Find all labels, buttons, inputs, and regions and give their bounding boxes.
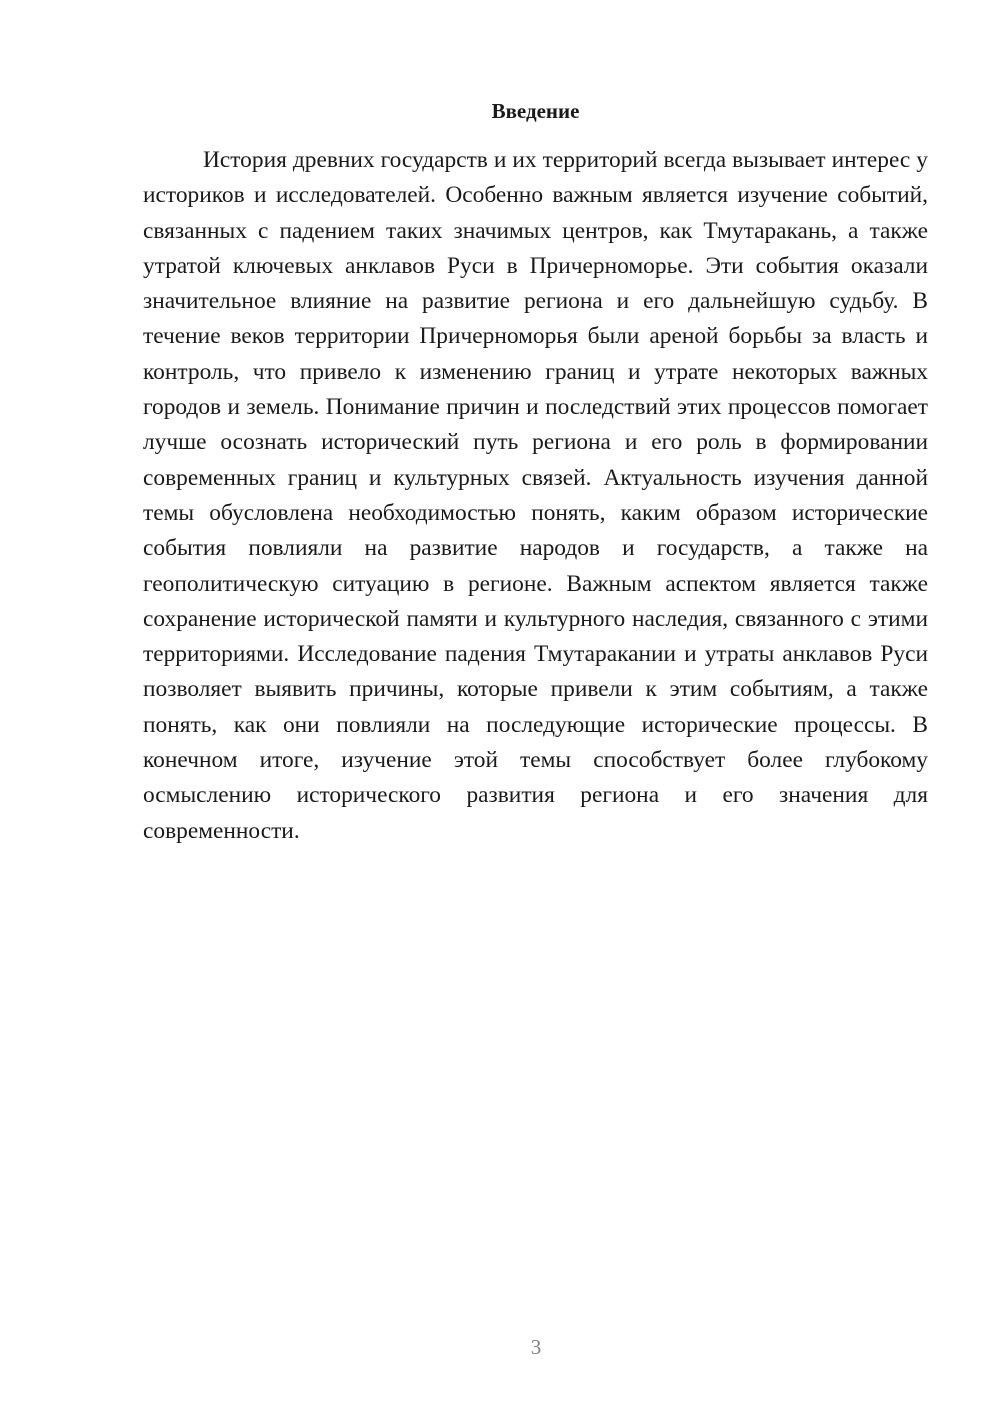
introduction-paragraph: История древних государств и их территорий всегда вызывает интерес у историков и исследователей. Особенно важным является изучение событий, связанных с падением таких значимых центров, как Тмутаракань, а также утратой ключевых анклавов Руси в Причерноморье. Эти события оказали значительное влияние на развитие региона и его дальнейшую судьбу. В течение веков территории Причерноморья были ареной борьбы за власть и контроль, что привело к изменению границ и утрате некоторых важных городов и земель. Понимание причин и последствий этих процессов помогает лучше осознать исторический путь региона и его роль в формировании современных границ и культурных связей. Актуальность изучения данной темы обусловлена необходимостью понять, каким образом исторические события повлияли на развитие народов и государств, а также на геополитическую ситуацию в регионе. Важным аспектом является также сохранение исторической памяти и культурного наследия, связанного с этими территориями. Исследование падения Тмутаракании и утраты анклавов Руси позволяет выявить причины, которые привели к этим событиям, а также понять, как они повлияли на последующие исторические процессы. В конечном итоге, изучение этой темы способствует более глубокому осмыслению исторического развития региона и его значения для современности. — [143, 147, 928, 844]
page-number: 3 — [530, 1335, 542, 1359]
section-heading: Введение — [491, 99, 580, 123]
